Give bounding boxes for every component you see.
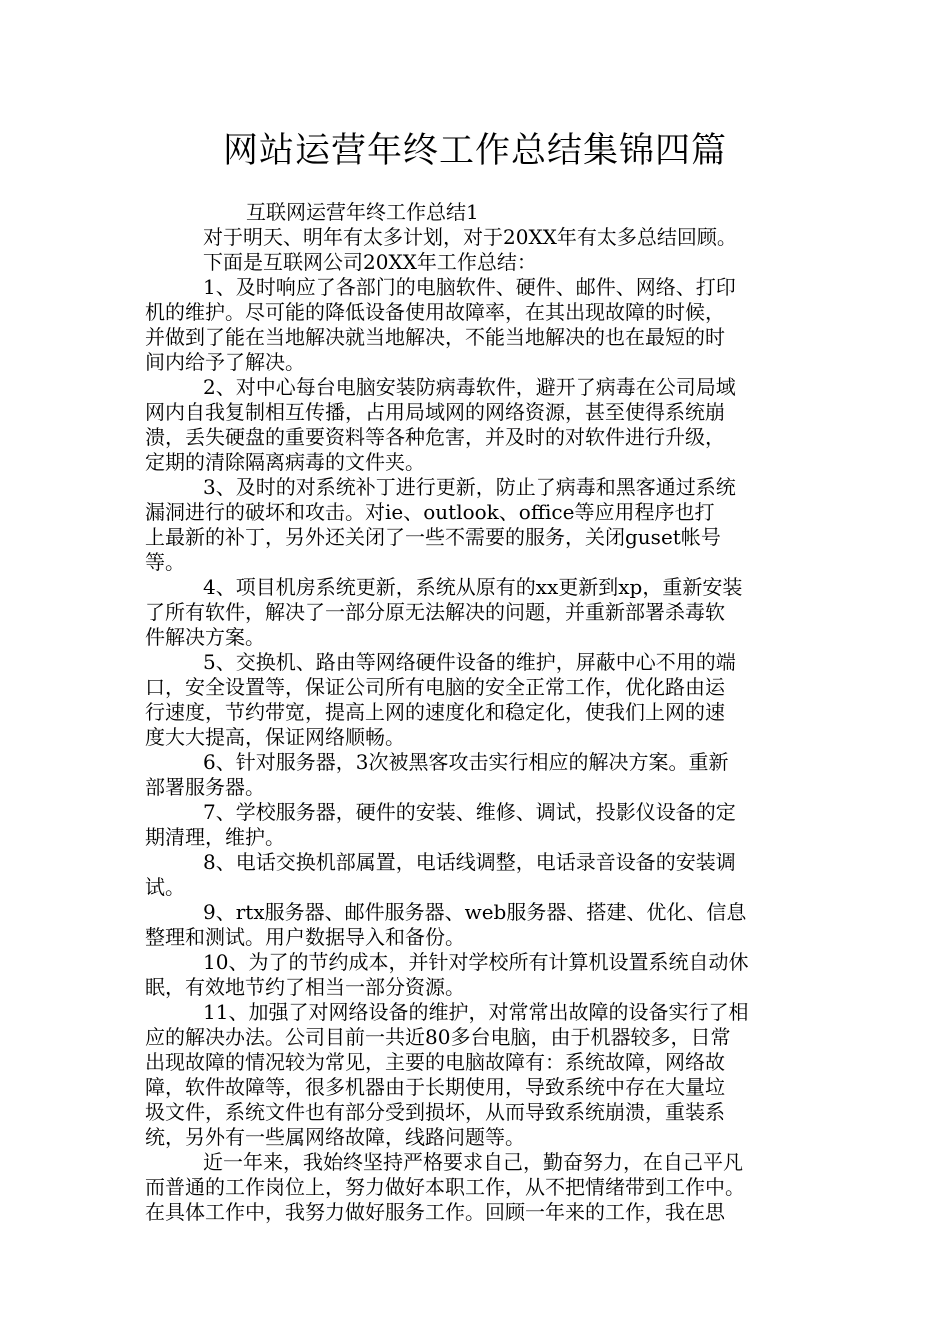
text-line: 定期的清除隔离病毒的文件夹。: [145, 450, 425, 474]
section-heading: 互联网运营年终工作总结1: [246, 200, 479, 224]
text-line: 对于明天、明年有太多计划，对于20XX年有太多总结回顾。: [203, 225, 737, 249]
text-line: 件解决方案。: [145, 625, 265, 649]
text-line: 整理和测试。用户数据导入和备份。: [145, 925, 465, 949]
text-line: 1、及时响应了各部门的电脑软件、硬件、邮件、网络、打印: [203, 275, 736, 299]
text-line: 统，另外有一些属网络故障，线路问题等。: [145, 1125, 525, 1149]
text-line: 8、电话交换机部属置，电话线调整，电话录音设备的安装调: [203, 850, 736, 874]
text-line: 圾文件，系统文件也有部分受到损坏，从而导致系统崩溃，重装系: [145, 1100, 725, 1124]
text-line: 上最新的补丁，另外还关闭了一些不需要的服务，关闭guset帐号: [145, 525, 721, 549]
text-line: 9、rtx服务器、邮件服务器、web服务器、搭建、优化、信息: [203, 900, 747, 924]
text-line: 11、加强了对网络设备的维护，对常常出故障的设备实行了相: [203, 1000, 749, 1024]
text-line: 眠，有效地节约了相当一部分资源。: [145, 975, 465, 999]
text-line: 近一年来，我始终坚持严格要求自己，勤奋努力，在自己平凡: [203, 1150, 743, 1174]
text-line: 3、及时的对系统补丁进行更新，防止了病毒和黑客通过系统: [203, 475, 736, 499]
text-line: 5、交换机、路由等网络硬件设备的维护，屏蔽中心不用的端: [203, 650, 736, 674]
text-line: 期清理，维护。: [145, 825, 285, 849]
text-line: 下面是互联网公司20XX年工作总结：: [203, 250, 537, 274]
text-line: 等。: [145, 550, 185, 574]
text-line: 而普通的工作岗位上，努力做好本职工作，从不把情绪带到工作中。: [145, 1175, 745, 1199]
text-line: 机的维护。尽可能的降低设备使用故障率，在其出现故障的时候，: [145, 300, 725, 324]
text-line: 网内自我复制相互传播，占用局域网的网络资源，甚至使得系统崩: [145, 400, 725, 424]
text-line: 6、针对服务器，3次被黑客攻击实行相应的解决方案。重新: [203, 750, 729, 774]
text-line: 了所有软件，解决了一部分原无法解决的问题，并重新部署杀毒软: [145, 600, 725, 624]
text-line: 在具体工作中，我努力做好服务工作。回顾一年来的工作，我在思: [145, 1200, 725, 1224]
text-line: 4、项目机房系统更新，系统从原有的xx更新到xp，重新安装: [203, 575, 743, 599]
text-line: 间内给予了解决。: [145, 350, 305, 374]
text-line: 出现故障的情况较为常见，主要的电脑故障有：系统故障，网络故: [145, 1050, 725, 1074]
text-line: 并做到了能在当地解决就当地解决，不能当地解决的也在最短的时: [145, 325, 725, 349]
text-line: 口，安全设置等，保证公司所有电脑的安全正常工作，优化路由运: [145, 675, 725, 699]
text-line: 2、对中心每台电脑安装防病毒软件，避开了病毒在公司局域: [203, 375, 736, 399]
text-line: 度大大提高，保证网络顺畅。: [145, 725, 405, 749]
text-line: 部署服务器。: [145, 775, 265, 799]
text-line: 行速度，节约带宽，提高上网的速度化和稳定化，使我们上网的速: [145, 700, 725, 724]
text-line: 试。: [145, 875, 185, 899]
text-line: 7、学校服务器，硬件的安装、维修、调试，投影仪设备的定: [203, 800, 736, 824]
text-line: 应的解决办法。公司目前一共近80多台电脑，由于机器较多，日常: [145, 1025, 731, 1049]
text-line: 10、为了的节约成本，并针对学校所有计算机设置系统自动休: [203, 950, 749, 974]
document-title: 网站运营年终工作总结集锦四篇: [222, 131, 727, 171]
text-line: 溃，丢失硬盘的重要资料等各种危害，并及时的对软件进行升级，: [145, 425, 725, 449]
text-line: 漏洞进行的破坏和攻击。对ie、outlook、office等应用程序也打: [145, 500, 715, 524]
text-line: 障，软件故障等，很多机器由于长期使用，导致系统中存在大量垃: [145, 1075, 725, 1099]
